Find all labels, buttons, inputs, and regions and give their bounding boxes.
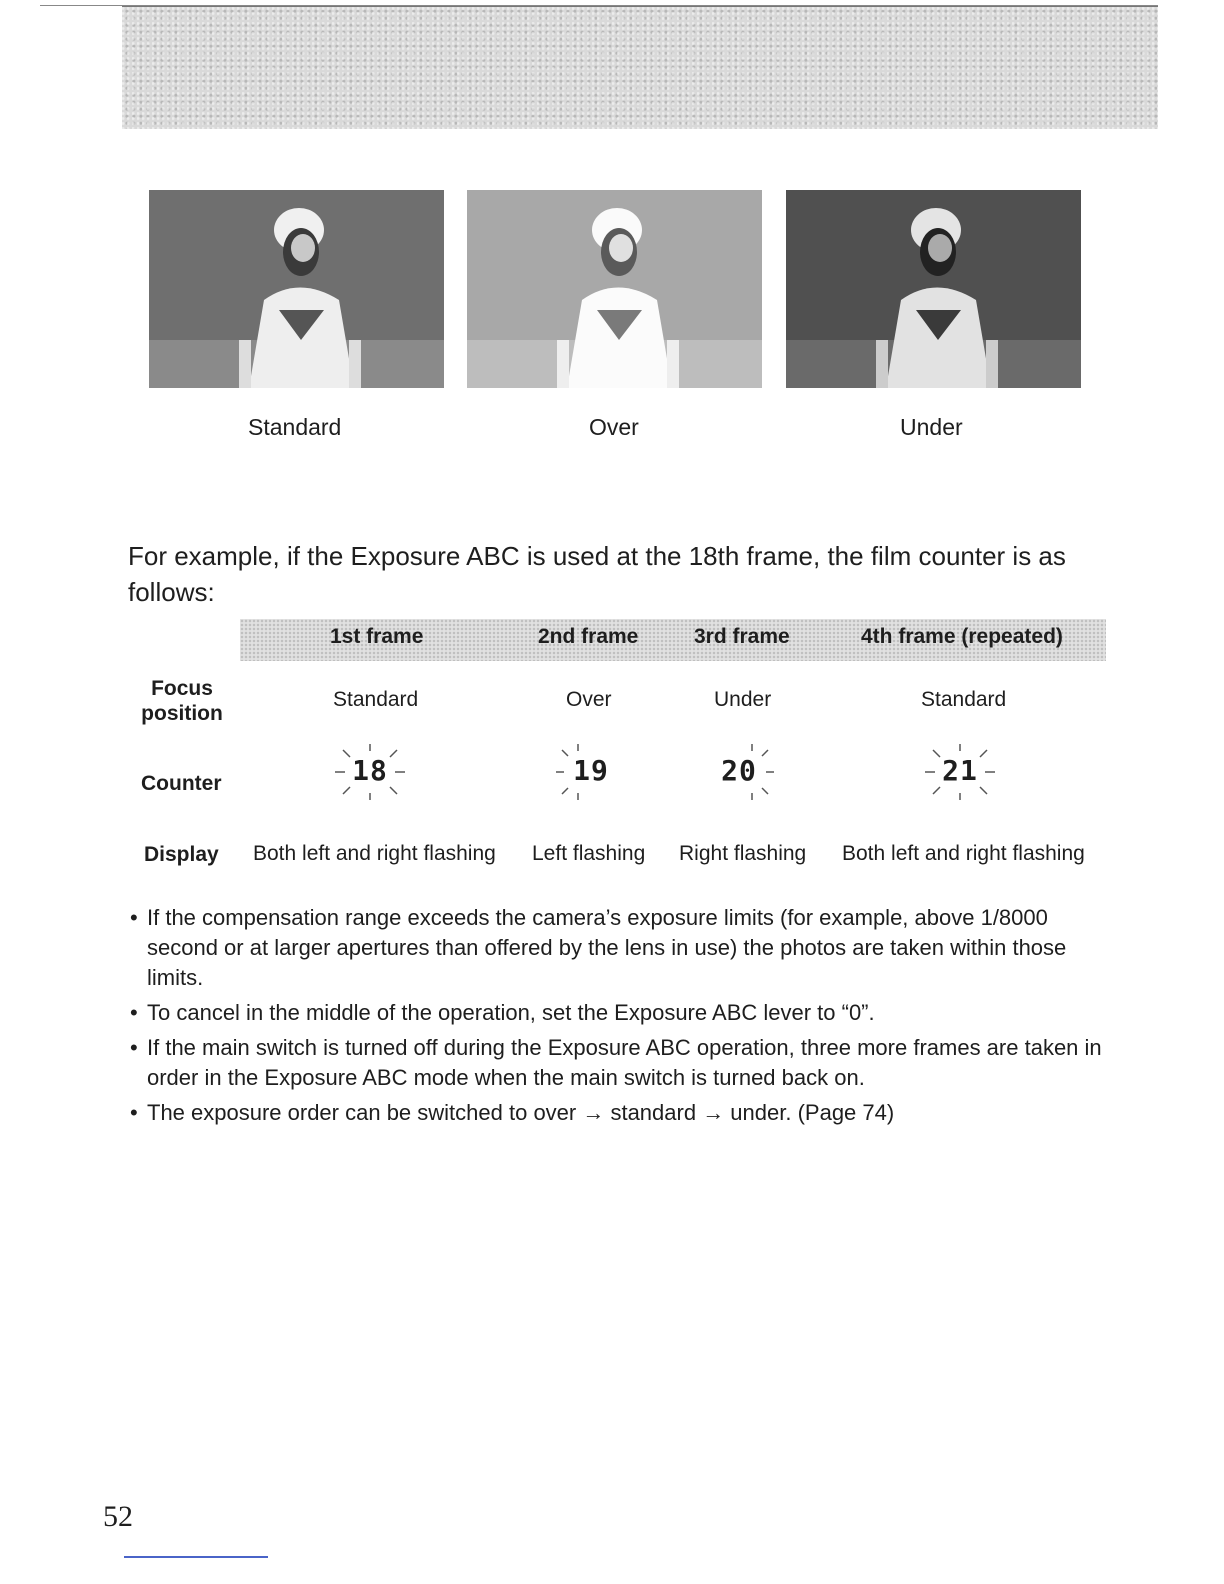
display-value-3: Right flashing [679,842,807,865]
frame-header-4: 4th frame (repeated) [861,625,1063,648]
focus-value-4: Standard [921,688,1007,711]
counter-value-2: 19 [573,754,609,787]
display-value-4: Both left and right flashing [842,842,1085,865]
page-number: 52 [103,1500,133,1533]
note-item-4: • The exposure order can be switched to over → standard → under. (Page 74) [130,1098,1120,1128]
flash-rays-icon [925,744,995,800]
focus-position-label [138,676,226,726]
photo-caption-over: Over [589,414,639,440]
photo-over [467,190,762,388]
counter-value-3: 20 [721,754,757,787]
photo-caption-under: Under [900,414,963,440]
counter-value-1: 18 [352,754,388,787]
photo-under [786,190,1081,388]
flash-rays-left-icon [556,744,626,800]
counter-display-4 [925,754,995,787]
flash-rays-right-icon [704,744,774,800]
display-label: Display [144,843,219,866]
counter-display-3 [704,754,774,787]
display-value-1: Both left and right flashing [253,842,496,865]
photo-caption-standard: Standard [248,414,342,440]
photo-standard [149,190,444,388]
footer-rule [124,1556,268,1558]
counter-display-2 [556,754,626,787]
display-value-2: Left flashing [532,842,646,865]
flash-rays-icon [335,744,405,800]
counter-display-1 [335,754,405,787]
focus-value-3: Under [714,688,772,711]
counter-value-4: 21 [942,754,978,787]
frame-header-3: 3rd frame [694,625,790,648]
focus-value-2: Over [566,688,612,711]
frame-header-1: 1st frame [330,625,424,648]
note-item-1: • If the compensation range exceeds the camera’s exposure limits (for example, above 1/8000 second or at larger apertures than offered by the lens in use) the photos are taken within those limits. [130,903,1120,993]
counter-label: Counter [141,772,222,795]
header-band [122,6,1158,129]
note-item-2: • To cancel in the middle of the operation, set the Exposure ABC lever to “0”. [130,998,1120,1028]
focus-label-line2: position [141,702,223,725]
focus-value-1: Standard [333,688,419,711]
focus-label-line1: Focus [151,677,213,700]
frame-header-2: 2nd frame [538,625,639,648]
notes-list [130,903,1120,1133]
intro-text: For example, if the Exposure ABC is used at the 18th frame, the film counter is as follows: [128,541,1066,607]
note-item-3: • If the main switch is turned off during the Exposure ABC operation, three more frames are taken in order in the Exposure ABC mode when the main switch is turned back on. [130,1033,1120,1093]
